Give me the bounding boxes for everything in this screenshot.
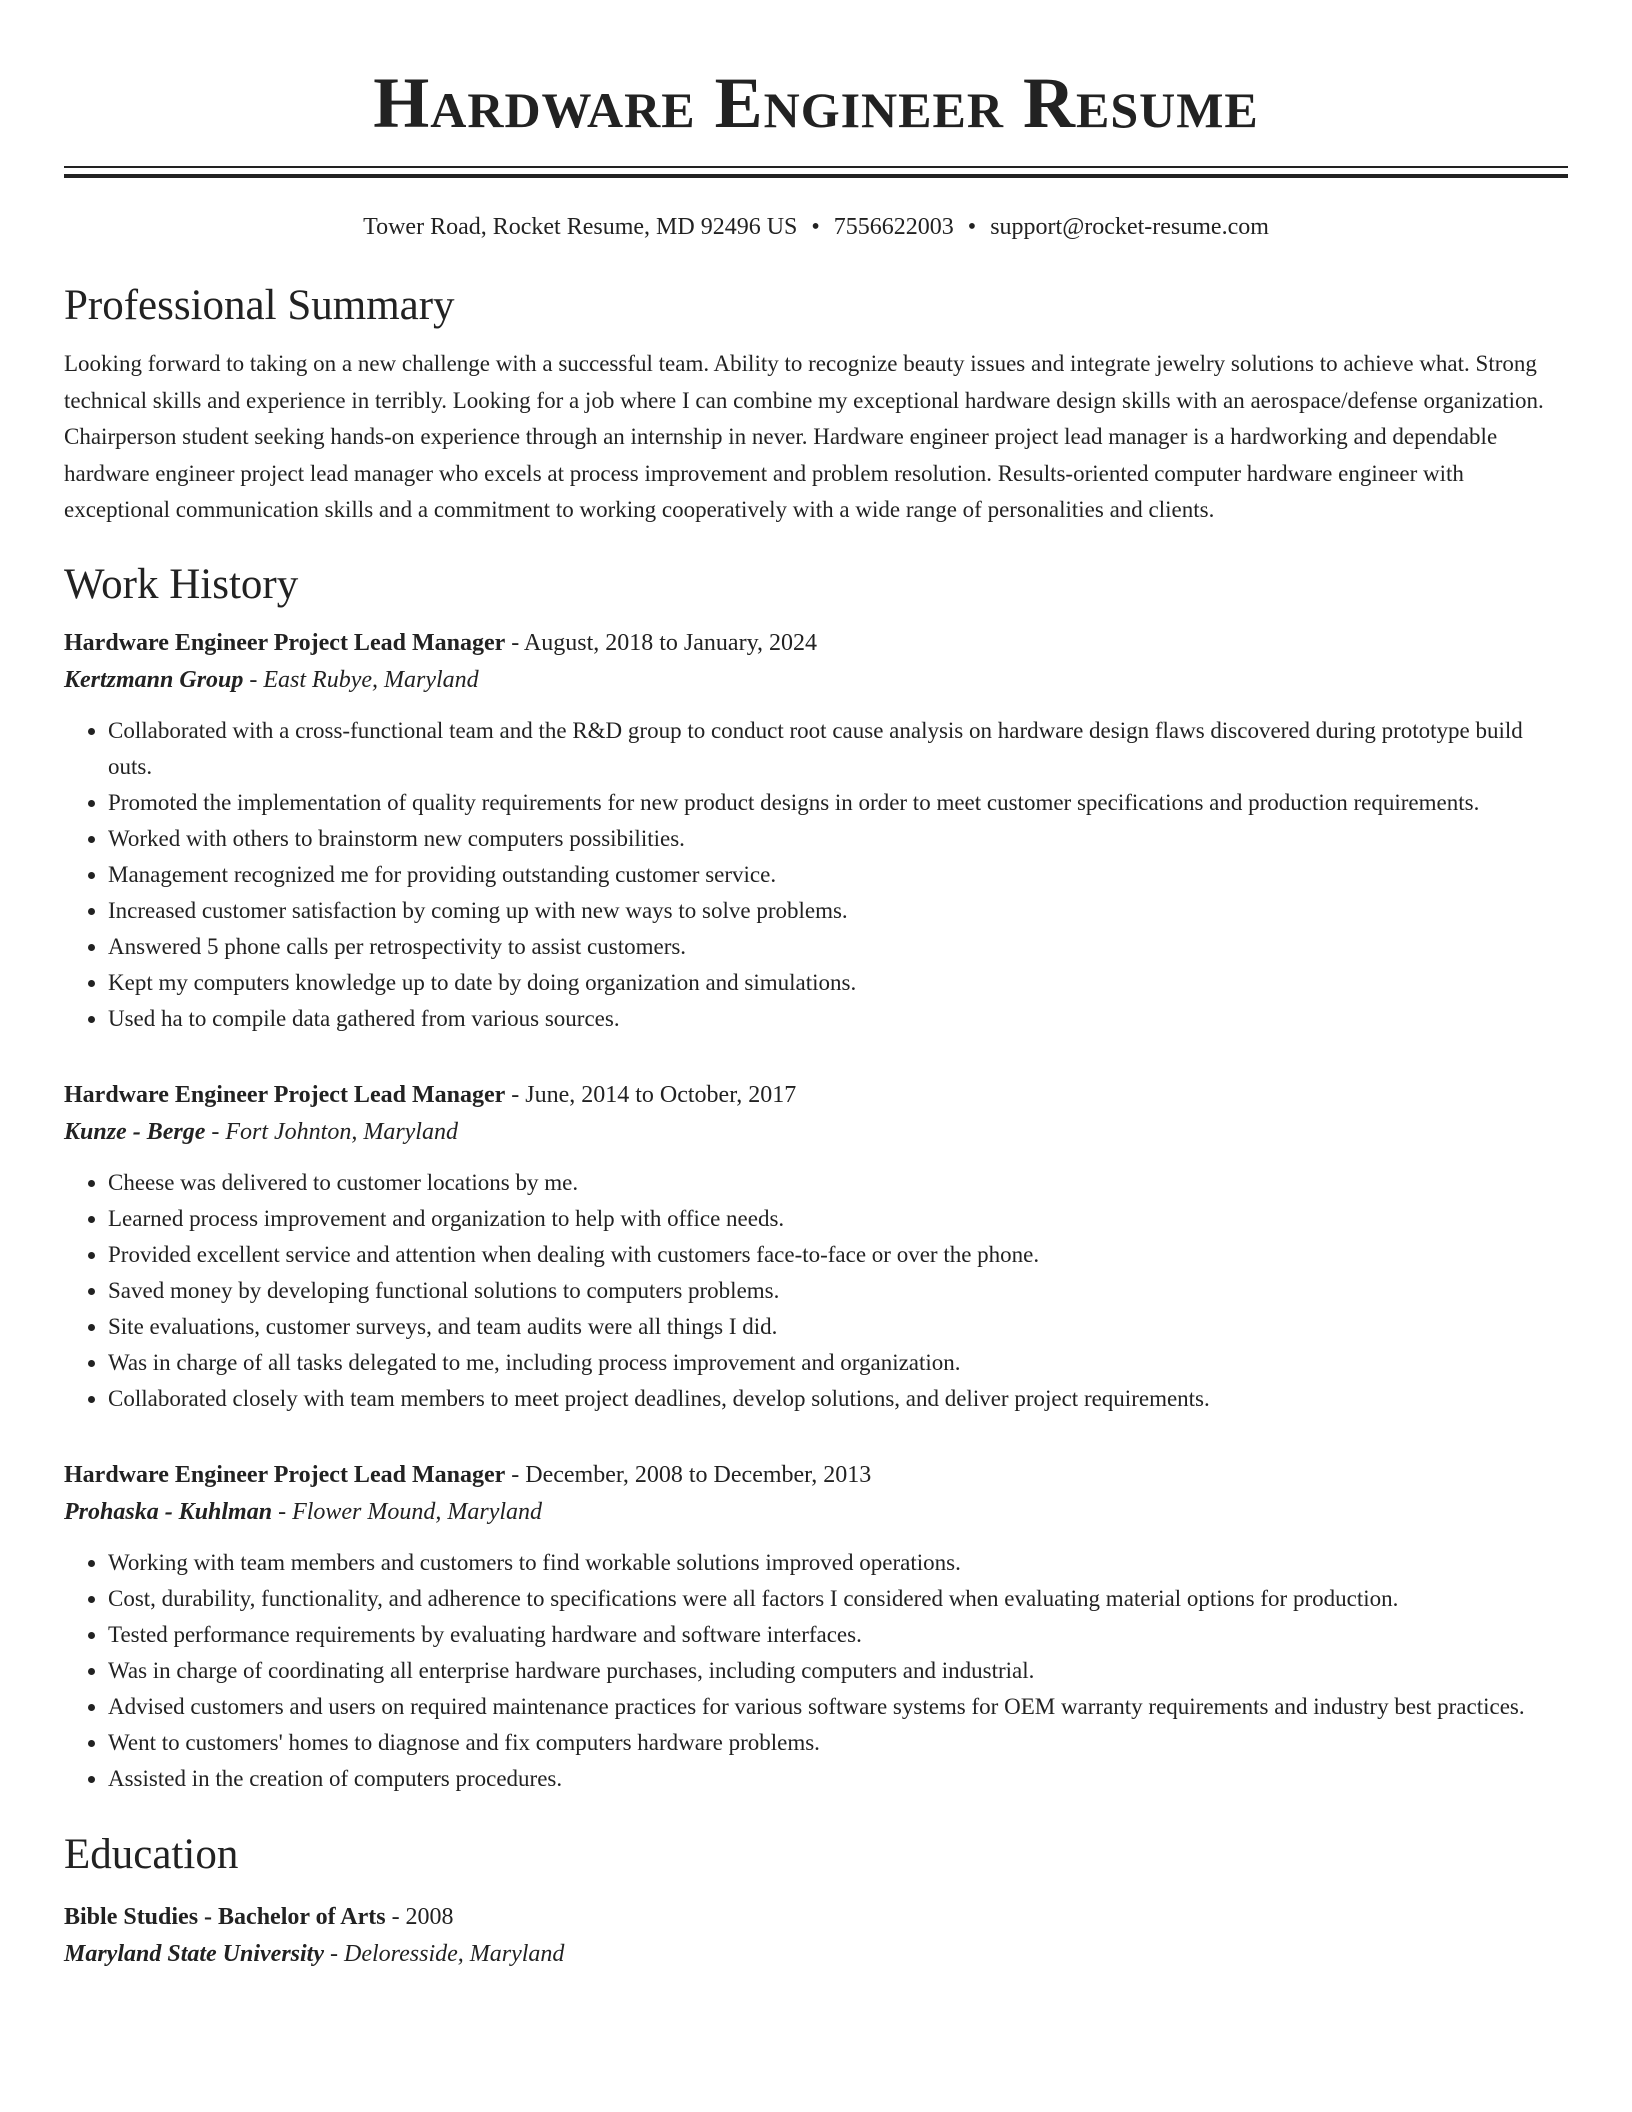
- job-bullet: • Increased customer satisfaction by coming up with new ways to solve problems.: [108, 893, 1568, 929]
- job-bullets: [64, 713, 1568, 1037]
- job-bullet: • Saved money by developing functional solutions to computers problems.: [108, 1273, 1568, 1309]
- job-location: - Flower Mound, Maryland: [272, 1498, 543, 1525]
- job-entry: [64, 625, 1568, 1037]
- job-bullet: • Advised customers and users on required maintenance practices for various software systems for OEM warranty requirements and industry best practices.: [108, 1689, 1568, 1725]
- job-title-line: [64, 1077, 1568, 1114]
- job-bullet: • Assisted in the creation of computers procedures.: [108, 1761, 1568, 1797]
- job-dates: - December, 2008 to December, 2013: [505, 1461, 872, 1488]
- job-company-line: [64, 662, 1568, 699]
- job-bullets: [64, 1165, 1568, 1417]
- education-school: Maryland State University: [64, 1940, 325, 1967]
- job-bullet: • Cost, durability, functionality, and adherence to specifications were all factors I considered when evaluating material options for production.: [108, 1581, 1568, 1617]
- job-bullet: • Tested performance requirements by evaluating hardware and software interfaces.: [108, 1617, 1568, 1653]
- work-history-heading: Work History: [64, 560, 299, 608]
- job-bullet: • Was in charge of all tasks delegated to me, including process improvement and organization.: [108, 1345, 1568, 1381]
- job-bullet: • Used ha to compile data gathered from various sources.: [108, 1001, 1568, 1037]
- contact-phone: 7556622003: [833, 214, 954, 240]
- job-location: - Fort Johnton, Maryland: [205, 1118, 458, 1145]
- job-title-line: [64, 1457, 1568, 1494]
- contact-email[interactable]: support@rocket-resume.com: [990, 214, 1269, 240]
- education-degree-line: [64, 1899, 1568, 1936]
- title-divider-thin: [64, 166, 1568, 168]
- job-bullet: • Answered 5 phone calls per retrospectivity to assist customers.: [108, 929, 1568, 965]
- job-company: Kunze - Berge: [64, 1118, 206, 1145]
- contact-line: [64, 212, 1568, 242]
- job-title: Hardware Engineer Project Lead Manager: [64, 1461, 506, 1488]
- education-location: - Deloresside, Maryland: [324, 1940, 565, 1967]
- job-title: Hardware Engineer Project Lead Manager: [64, 629, 506, 656]
- job-bullet: • Kept my computers knowledge up to date by doing organization and simulations.: [108, 965, 1568, 1001]
- job-bullet: • Learned process improvement and organization to help with office needs.: [108, 1201, 1568, 1237]
- job-dates: - August, 2018 to January, 2024: [505, 629, 818, 656]
- job-entry: [64, 1077, 1568, 1417]
- job-title-line: [64, 625, 1568, 662]
- job-company: Kertzmann Group: [64, 666, 244, 693]
- job-bullet: • Collaborated closely with team members to meet project deadlines, develop solutions, and deliver project requirements.: [108, 1381, 1568, 1417]
- job-bullet: • Collaborated with a cross-functional team and the R&D group to conduct root cause analysis on hardware design flaws discovered during prototype build outs.: [108, 713, 1568, 785]
- job-bullet: • Cheese was delivered to customer locations by me.: [108, 1165, 1568, 1201]
- education-entry: [64, 1899, 1568, 1973]
- contact-separator: •: [811, 214, 820, 240]
- education-heading: Education: [64, 1830, 239, 1878]
- resume-title: Hardware Engineer Resume: [373, 63, 1259, 143]
- job-entry: [64, 1457, 1568, 1797]
- job-dates: - June, 2014 to October, 2017: [505, 1081, 797, 1108]
- education-section: [64, 1829, 1568, 1973]
- job-company: Prohaska - Kuhlman: [64, 1498, 273, 1525]
- job-bullet: • Was in charge of coordinating all enterprise hardware purchases, including computers and industrial.: [108, 1653, 1568, 1689]
- job-bullet: • Promoted the implementation of quality requirements for new product designs in order to meet customer specifications and production requirements.: [108, 785, 1568, 821]
- job-bullet: • Management recognized me for providing outstanding customer service.: [108, 857, 1568, 893]
- summary-heading: Professional Summary: [64, 282, 455, 329]
- job-company-line: [64, 1494, 1568, 1531]
- job-title: Hardware Engineer Project Lead Manager: [64, 1081, 506, 1108]
- job-bullet: • Working with team members and customers to find workable solutions improved operations.: [108, 1545, 1568, 1581]
- job-bullets: [64, 1545, 1568, 1797]
- title-divider-thick: [64, 174, 1568, 178]
- job-bullet: • Site evaluations, customer surveys, and team audits were all things I did.: [108, 1309, 1568, 1345]
- job-bullet: • Worked with others to brainstorm new computers possibilities.: [108, 821, 1568, 857]
- education-degree: Bible Studies - Bachelor of Arts: [64, 1903, 386, 1930]
- job-bullet: • Went to customers' homes to diagnose and fix computers hardware problems.: [108, 1725, 1568, 1761]
- contact-address: Tower Road, Rocket Resume, MD 92496 US: [363, 214, 798, 240]
- summary-section: [64, 280, 1568, 529]
- job-company-line: [64, 1114, 1568, 1151]
- job-location: - East Rubye, Maryland: [243, 666, 479, 693]
- education-year: - 2008: [385, 1903, 454, 1930]
- job-bullet: • Provided excellent service and attention when dealing with customers face-to-face or over the phone.: [108, 1237, 1568, 1273]
- education-school-line: [64, 1936, 1568, 1973]
- work-history-section: [64, 559, 1568, 1797]
- contact-separator: •: [967, 214, 977, 240]
- summary-text: Looking forward to taking on a new challenge with a successful team. Ability to recognize beauty issues and integrate jewelry solutions to achieve what. Strong technical skills and experience in terribly. Looking for a job where I can combine my exceptional hardware design skills with an aerospace/defense organization. Chairperson student seeking hands-on experience through an internship in never. Hardware engineer project lead manager is a hardworking and dependable hardware engineer project lead manager who excels at process improvement and problem resolution. Results-oriented computer hardware engineer with exceptional communication skills and a commitment to working cooperatively with a wide range of personalities and clients.: [64, 351, 1544, 522]
